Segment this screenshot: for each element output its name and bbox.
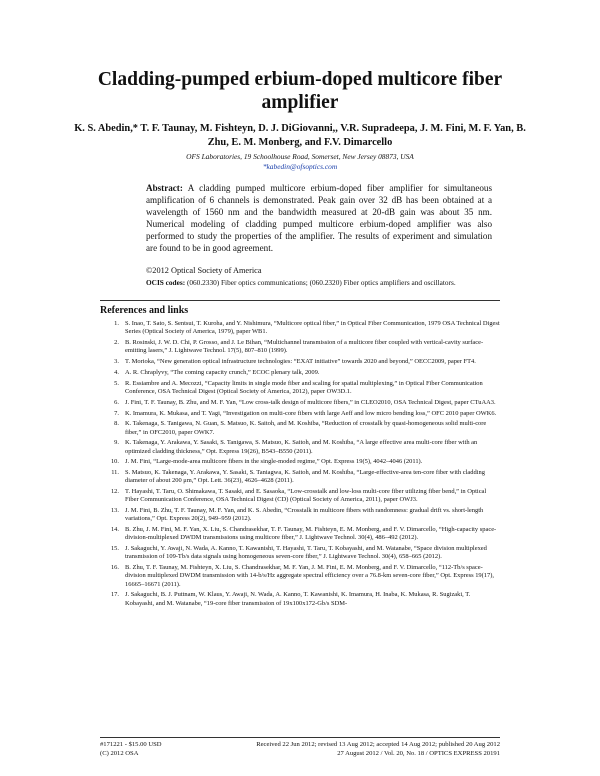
reference-item [100, 369, 500, 377]
reference-text: J. Sakaguchi, Y. Awaji, N. Wada, A. Kanno, T. Kawanishi, T. Hayashi, T. Taru, T. Kobayashi, and M. Watanabe, “Space division multiplexed transmission of 109-Tb/s data signals using homogeneous seven-core fiber,” J. Lightwave Technol. 30(4), 658–665 (2012). [125, 545, 487, 561]
reference-text: K. Takenaga, S. Tanigawa, N. Guan, S. Matsuo, K. Saitoh, and M. Koshiba, “Reduction of crosstalk by quasi-homogeneous solid multi-core fiber,” in OFC2010, paper OWK7. [125, 420, 487, 436]
reference-item [100, 320, 500, 336]
reference-item [100, 410, 500, 418]
section-divider [100, 300, 500, 301]
reference-item [100, 469, 500, 485]
reference-number: 15. [110, 545, 119, 553]
reference-item [100, 380, 500, 396]
reference-number: 5. [114, 379, 119, 387]
reference-number: 10. [110, 458, 119, 466]
references-heading: References and links [100, 305, 189, 316]
ocis-codes [146, 278, 492, 288]
reference-item [100, 420, 500, 436]
reference-text: J. M. Fini, B. Zhu, T. F. Taunay, M. F. Yan, and K. S. Abedin, “Crosstalk in multicore fibers with randomness: gradual drift vs. short-length variations,” Opt. Express 20(2), 949–959 (2012). [125, 507, 484, 523]
reference-text: A. R. Chraplyvy, “The coming capacity crunch,” ECOC plenary talk, 2009. [125, 368, 320, 376]
footer-copyright: (C) 2012 OSA [100, 750, 139, 757]
reference-number: 2. [114, 339, 119, 346]
reference-item [100, 358, 500, 366]
reference-item [100, 591, 500, 607]
ocis-label: OCIS codes: [146, 278, 186, 287]
author-list: K. S. Abedin,* T. F. Taunay, M. Fishteyn, D. J. DiGiovanni,, V.R. Supradeepa, J. M. Fini, M. F. Yan, B. Zhu, E. M. Monberg, and F.V. Dimarcello [74, 123, 526, 148]
ocis-text: (060.2330) Fiber optics communications; (060.2320) Fiber optics amplifiers and oscillators. [186, 278, 456, 287]
reference-text: J. M. Fini, “Large-mode-area multicore fibers in the single-moded regime,” Opt. Express 19(5), 4042–4046 (2011). [125, 458, 423, 466]
reference-number: 8. [114, 420, 119, 428]
reference-item [100, 458, 500, 466]
footer-divider [100, 737, 500, 738]
reference-number: 13. [110, 507, 119, 515]
paper-title: Cladding-pumped erbium-doped multicore fiber amplifier [97, 69, 503, 113]
reference-text: T. Morioka, “New generation optical infrastructure technologies: “EXAT initiative” towards 2020 and beyond,” OECC2009, paper FT4. [125, 358, 476, 365]
reference-item [100, 339, 500, 355]
reference-number: 9. [114, 439, 119, 447]
reference-item [100, 507, 500, 523]
reference-text: K. Imamura, K. Mukasa, and T. Yagi, “Investigation on multi-core fibers with large Aeff and low micro bending loss,” OFC 2010 paper OWK6. [125, 409, 497, 417]
reference-text: B. Rosinski, J. W. D. Chi, P. Grosso, and J. Le Bihan, “Multichannel transmission of a multicore fiber coupled with vertical-cavity surface-emitting lasers,” J. Lightwave Technol. 17(5), 807–810 (1999). [125, 339, 484, 355]
reference-item [100, 488, 500, 504]
reference-text: J. Sakaguchi, B. J. Puttnam, W. Klaus, Y. Awaji, N. Wada, A. Kanno, T. Kawanishi, K. Imamura, H. Inaba, K. Mukasa, R. Sugizaki, T. Kobayashi, and M. Watanabe, “19-core fiber transmission of 19x100x172-Gb/s SDM- [125, 591, 471, 607]
abstract [146, 183, 492, 254]
reference-number: 11. [111, 469, 119, 477]
reference-text: S. Inao, T. Sato, S. Sentsui, T. Kuroha, and Y. Nishimura, “Multicore optical fiber,” in Optical Fiber Communication, 1979 OSA Technical Digest Series (Optical Society of America, 1979), paper WB1. [125, 320, 500, 336]
affiliation [70, 152, 530, 172]
reference-text: J. Fini, T. F. Taunay, B. Zhu, and M. F. Yan, “Low cross-talk design of multicore fibers,” in CLEO2010, OSA Technical Digest, paper CTuAA3. [125, 398, 496, 406]
reference-item [100, 545, 500, 561]
reference-text: B. Zhu, T. F. Taunay, M. Fishteyn, X. Liu, S. Chandrasekhar, M. F. Yan, J. M. Fini, E. M. Monberg, and F. V. Dimarcello, “112-Tb/s space-division multiplexed DWDM transmission with 14-b/s/Hz aggregate spectral efficiency over a 76.8-km seven-core fiber,” Opt. Express 19(17), 16665–16671 (2011). [125, 564, 494, 588]
reference-text: T. Hayashi, T. Taru, O. Shimakawa, T. Sasaki, and E. Sasaoka, “Low-crosstalk and low-loss multi-core fiber utilizing fiber bend,” in Optical Fiber Communication Conference, OSA Technical Digest (CD) (Optical Society of America, 2011), paper OWJ3. [125, 488, 487, 504]
reference-number: 7. [114, 409, 119, 417]
reference-text: S. Matsuo, K. Takenaga, Y. Arakawa, Y. Sasaki, S. Taniagwa, K. Saitoh, and M. Koshiba, “Large-effective-area ten-core fiber with cladding diameter of about 200 μm,” Opt. Lett. 36(23), 4626–4628 (2011). [125, 469, 485, 485]
reference-item [100, 399, 500, 407]
footer-article-id: #171221 - $15.00 USD [100, 741, 162, 748]
footer-journal-info: 27 August 2012 / Vol. 20, No. 18 / OPTICS EXPRESS 20191 [337, 750, 500, 757]
reference-list [100, 320, 500, 610]
reference-text: R. Essiambre and A. Mecozzi, “Capacity limits in single mode fiber and scaling for spatial multiplexing,” in Optical Fiber Communication Conference, OSA Technical Digest (Optical Society of America, 2012), paper OW3D.1. [125, 379, 483, 395]
footer-dates: Received 22 Jun 2012; revised 13 Aug 2012; accepted 14 Aug 2012; published 20 Aug 2012 [256, 741, 500, 748]
reference-text: B. Zhu, J. M. Fini, M. F. Yan, X. Liu, S. Chandrasekhar, T. F. Taunay, M. Fishteyn, E. M. Monberg, and F. V. Dimarcello, “High-capacity space-division-multiplexed DWDM transmissions using multicore fiber,” J. Lightwave Technol. 30(4), 486–492 (2012). [125, 526, 497, 542]
reference-number: 1. [114, 320, 119, 327]
reference-number: 12. [110, 488, 119, 496]
reference-number: 6. [114, 398, 119, 406]
reference-item [100, 526, 500, 542]
abstract-text: A cladding pumped multicore erbium-doped fiber amplifier for simultaneous amplification of 6 channels is demonstrated. Peak gain over 32 dB has been obtained at a wavelength of 1560 nm and the bandwidth measured at 20-dB gain was about 35 nm. Numerical modeling of cladding pumped multicore erbium-doped amplifier was also performed to study the properties of the amplifier. The results of experiment and simulation are found to be in good agreement. [146, 183, 493, 253]
affiliation-address: OFS Laboratories, 19 Schoolhouse Road, Somerset, New Jersey 08873, USA [186, 152, 414, 161]
reference-item [100, 564, 500, 588]
copyright-notice: ©2012 Optical Society of America [146, 266, 262, 275]
reference-item [100, 439, 500, 455]
author-email-link[interactable]: *kabedin@ofsoptics.com [262, 162, 338, 171]
reference-number: 3. [114, 358, 119, 365]
abstract-label: Abstract: [146, 183, 183, 193]
reference-number: 14. [110, 526, 119, 534]
reference-number: 16. [110, 564, 119, 572]
reference-number: 4. [114, 368, 119, 376]
reference-number: 17. [110, 591, 119, 599]
reference-text: K. Takenaga, Y. Arakawa, Y. Sasaki, S. Tanigawa, S. Matsuo, K. Saitoh, and M. Koshiba, “A large effective area multi-core fiber with an optimized cladding thickness,” Opt. Express 19(26), B543–B550 (2011). [125, 439, 478, 455]
